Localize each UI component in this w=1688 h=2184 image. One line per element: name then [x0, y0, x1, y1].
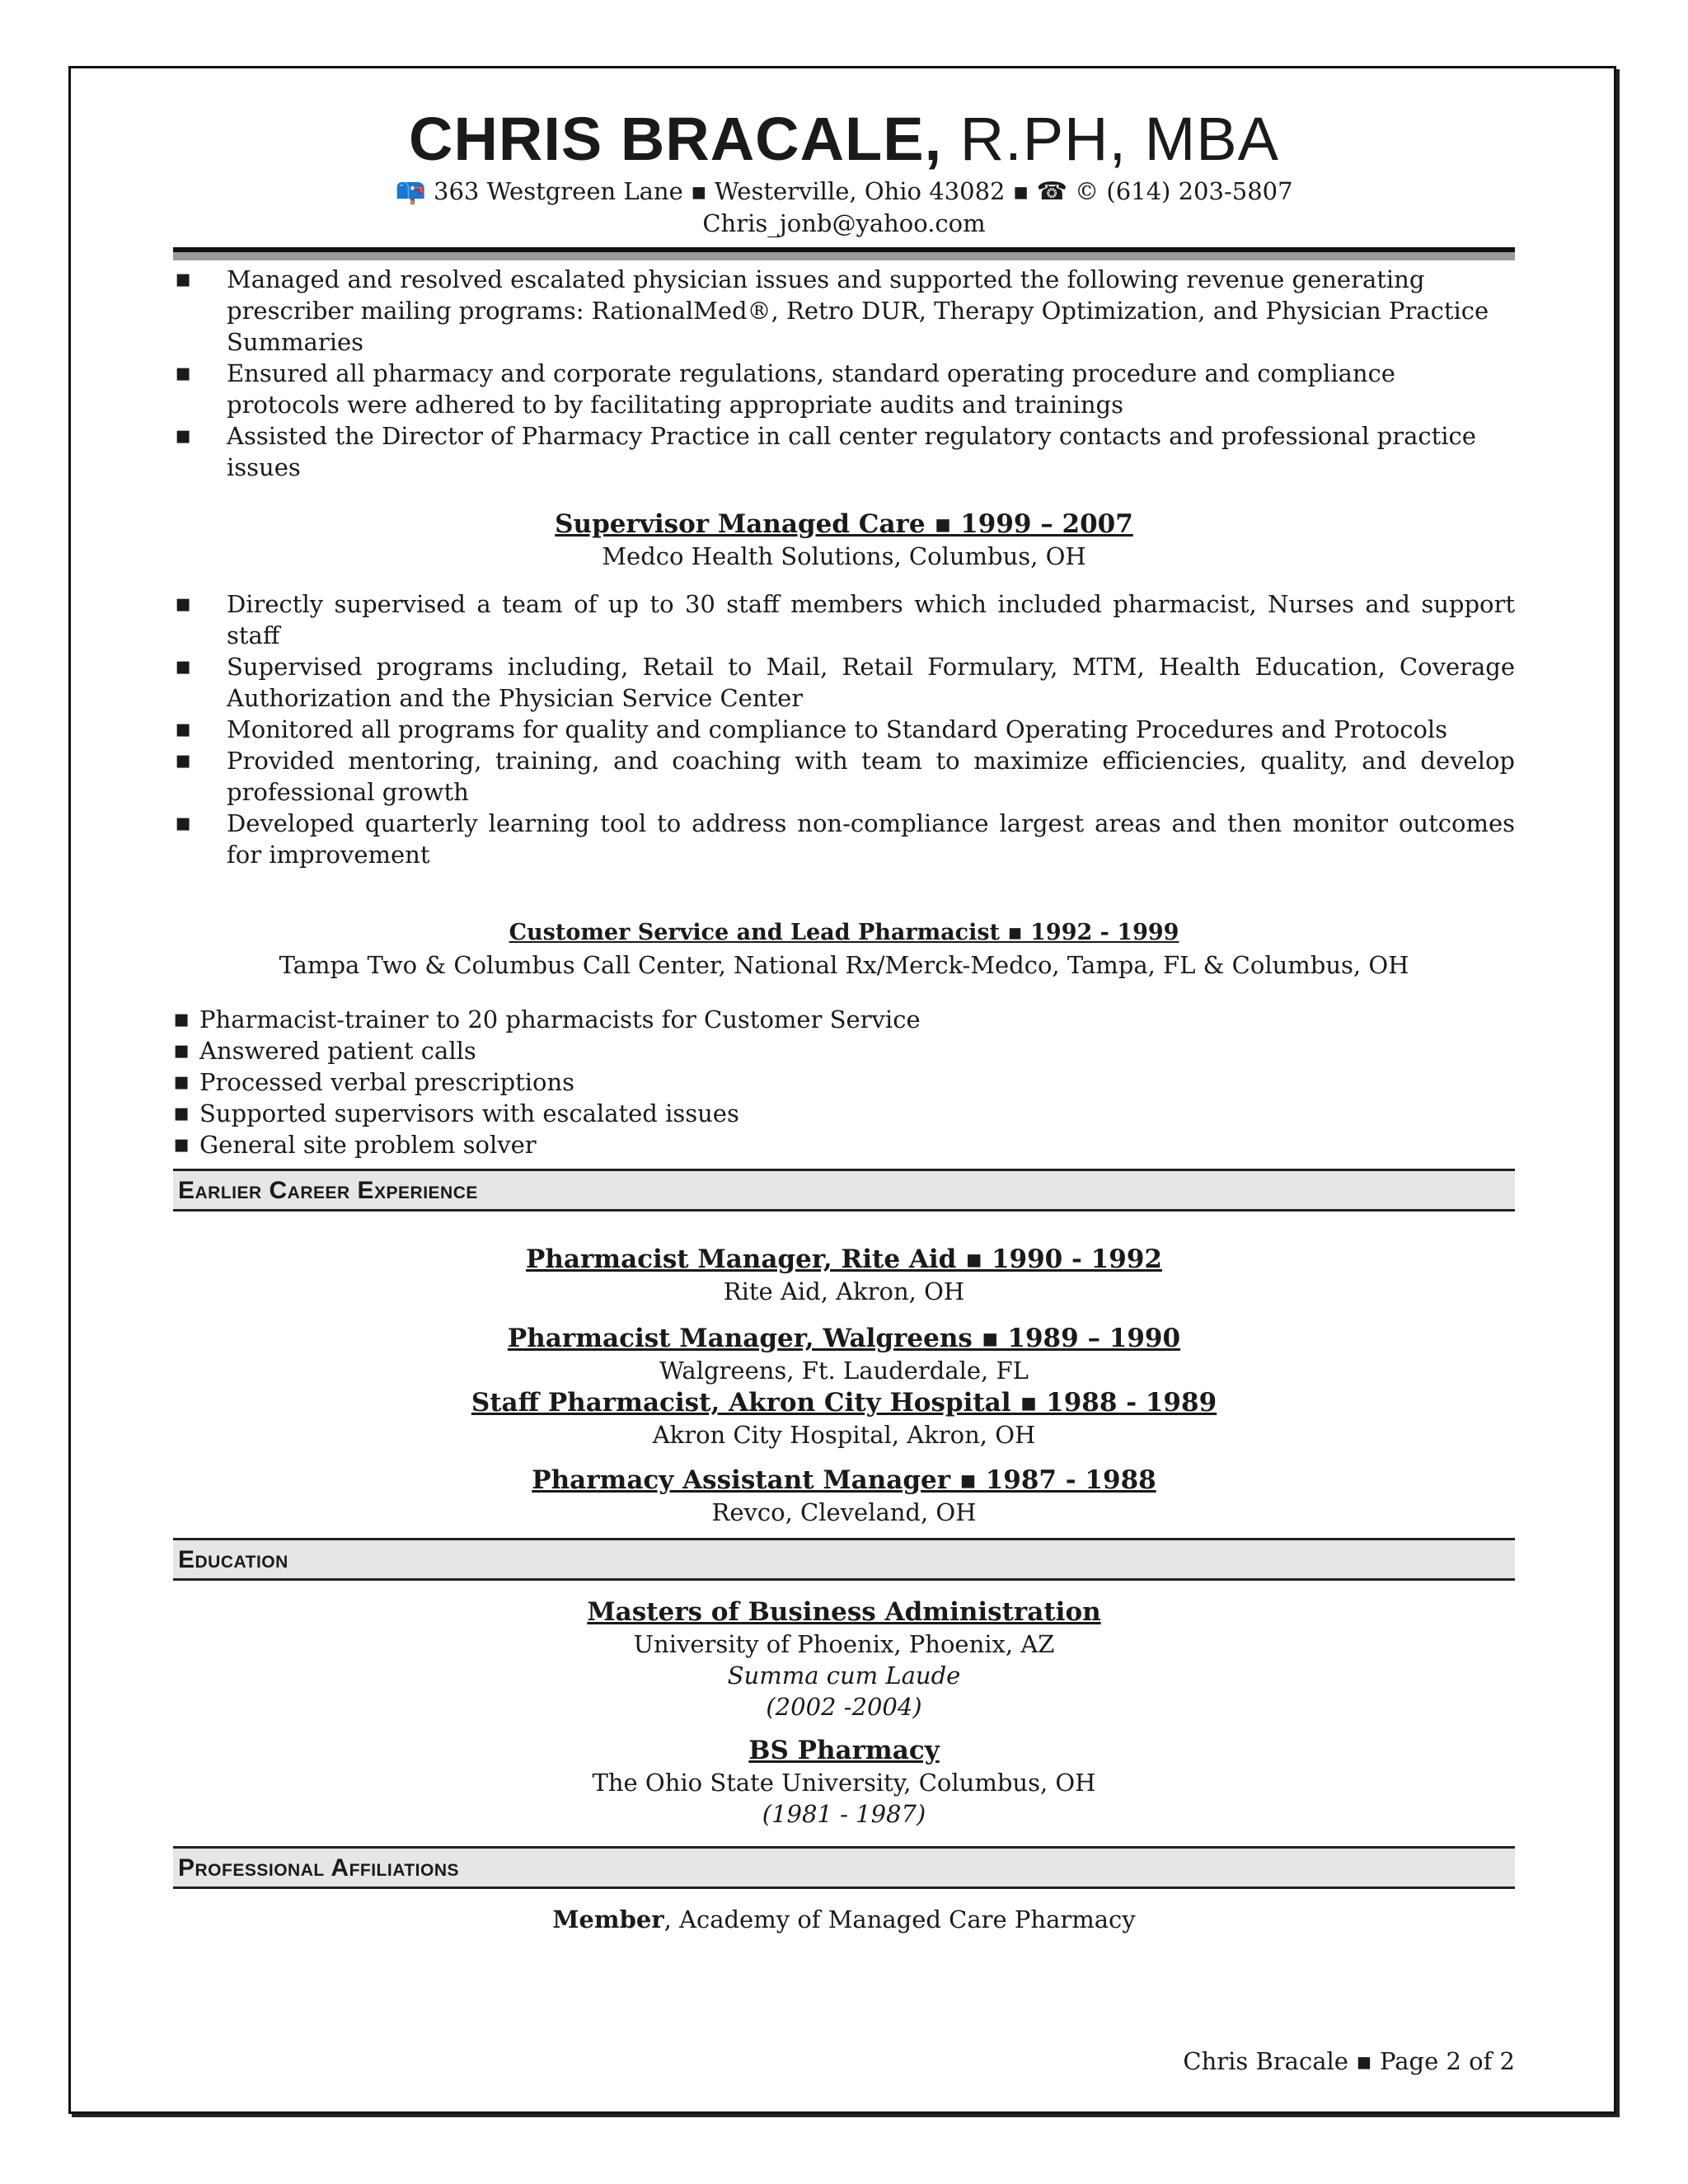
job-title-revco: Pharmacy Assistant Manager ▪ 1987 - 1988: [532, 1465, 1156, 1496]
resume-page: [173, 99, 1515, 1935]
job-title-walgreens: Pharmacist Manager, Walgreens ▪ 1989 – 1990: [507, 1324, 1181, 1354]
school-ohio-state: The Ohio State University, Columbus, OH: [592, 1769, 1096, 1797]
affiliation-org: , Academy of Managed Care Pharmacy: [663, 1905, 1136, 1934]
list-item: ▪ Monitored all programs for quality and compliance to Standard Operating Procedures and Protocols: [173, 714, 1515, 745]
list-item: ▪ Developed quarterly learning tool to address non-compliance largest areas and then monitor outcomes for improvement: [173, 808, 1515, 870]
email: Chris_jonb@yahoo.com: [702, 209, 986, 238]
job-company-supervisor: Medco Health Solutions, Columbus, OH: [602, 542, 1086, 571]
degree-mba: Masters of Business Administration: [587, 1597, 1101, 1628]
job-place-walgreens: Walgreens, Ft. Lauderdale, FL: [659, 1357, 1029, 1385]
section-header-earlier-career: Earlier Career Experience: [173, 1169, 1515, 1212]
contact-line: [173, 176, 1515, 208]
list-item: ▪ General site problem solver: [173, 1129, 1515, 1160]
phone: © (614) 203-5807: [1075, 177, 1293, 206]
phone-icon: ☎: [1036, 177, 1067, 207]
mba-years: (2002 -2004): [766, 1693, 922, 1722]
list-item: ▪ Processed verbal prescriptions: [173, 1066, 1515, 1098]
list-item: ▪ Provided mentoring, training, and coaching with team to maximize efficiencies, quality, and develop professional growth: [173, 745, 1515, 808]
page-footer: Chris Bracale ▪ Page 2 of 2: [1183, 2047, 1515, 2075]
address: 363 Westgreen Lane ▪ Westerville, Ohio 43082 ▪: [434, 177, 1029, 206]
section-header-affiliations: Professional Affiliations: [173, 1846, 1515, 1889]
name-credentials: R.PH, MBA: [942, 105, 1279, 173]
bs-years: (1981 - 1987): [762, 1800, 926, 1829]
job-company-customer-service: Tampa Two & Columbus Call Center, National Rx/Merck-Medco, Tampa, FL & Columbus, OH: [279, 951, 1409, 980]
affiliation-role: Member: [552, 1905, 664, 1934]
name-first: CHRIS BRACALE,: [409, 105, 943, 173]
list-item: ▪ Supported supervisors with escalated issues: [173, 1098, 1515, 1129]
job-place-rite-aid: Rite Aid, Akron, OH: [723, 1277, 965, 1306]
customer-service-bullet-list: [173, 1004, 1515, 1160]
job-title-rite-aid: Pharmacist Manager, Rite Aid ▪ 1990 - 1992: [526, 1244, 1162, 1275]
supervisor-bullet-list: [173, 588, 1515, 870]
job-title-customer-service: Customer Service and Lead Pharmacist ▪ 1992 - 1999: [509, 920, 1179, 946]
list-item: ▪ Directly supervised a team of up to 30 staff members which included pharmacist, Nurses and support staff: [173, 588, 1515, 651]
affiliation-member: [173, 1904, 1515, 1935]
degree-bs-pharmacy: BS Pharmacy: [748, 1736, 940, 1766]
job-place-revco: Revco, Cleveland, OH: [711, 1498, 977, 1527]
job-title-akron-city: Staff Pharmacist, Akron City Hospital ▪ 1988 - 1989: [471, 1388, 1217, 1418]
mba-honor: Summa cum Laude: [727, 1661, 961, 1690]
list-item: ▪ Supervised programs including, Retail to Mail, Retail Formulary, MTM, Health Education, Coverage Authorization and the Physician Service Center: [173, 651, 1515, 714]
list-item: ▪ Assisted the Director of Pharmacy Practice in call center regulatory contacts and professional practice issues: [173, 420, 1515, 483]
candidate-name: [173, 105, 1515, 172]
job-title-supervisor: Supervisor Managed Care ▪ 1999 – 2007: [555, 509, 1133, 540]
mailbox-icon: 📪: [395, 177, 426, 207]
list-item: ▪ Answered patient calls: [173, 1035, 1515, 1066]
school-phoenix: University of Phoenix, Phoenix, AZ: [633, 1630, 1055, 1659]
top-bullet-list: [173, 264, 1515, 483]
list-item: ▪ Ensured all pharmacy and corporate regulations, standard operating procedure and compliance protocols were adhered to by facilitating appropriate audits and trainings: [173, 358, 1515, 420]
list-item: ▪ Managed and resolved escalated physician issues and supported the following revenue generating prescriber mailing programs: RationalMed®, Retro DUR, Therapy Optimization, and Physician Practice Summaries: [173, 264, 1515, 358]
section-header-education: Education: [173, 1538, 1515, 1581]
header-divider: [173, 247, 1515, 260]
job-place-akron-city: Akron City Hospital, Akron, OH: [652, 1421, 1036, 1450]
list-item: ▪ Pharmacist-trainer to 20 pharmacists for Customer Service: [173, 1004, 1515, 1035]
